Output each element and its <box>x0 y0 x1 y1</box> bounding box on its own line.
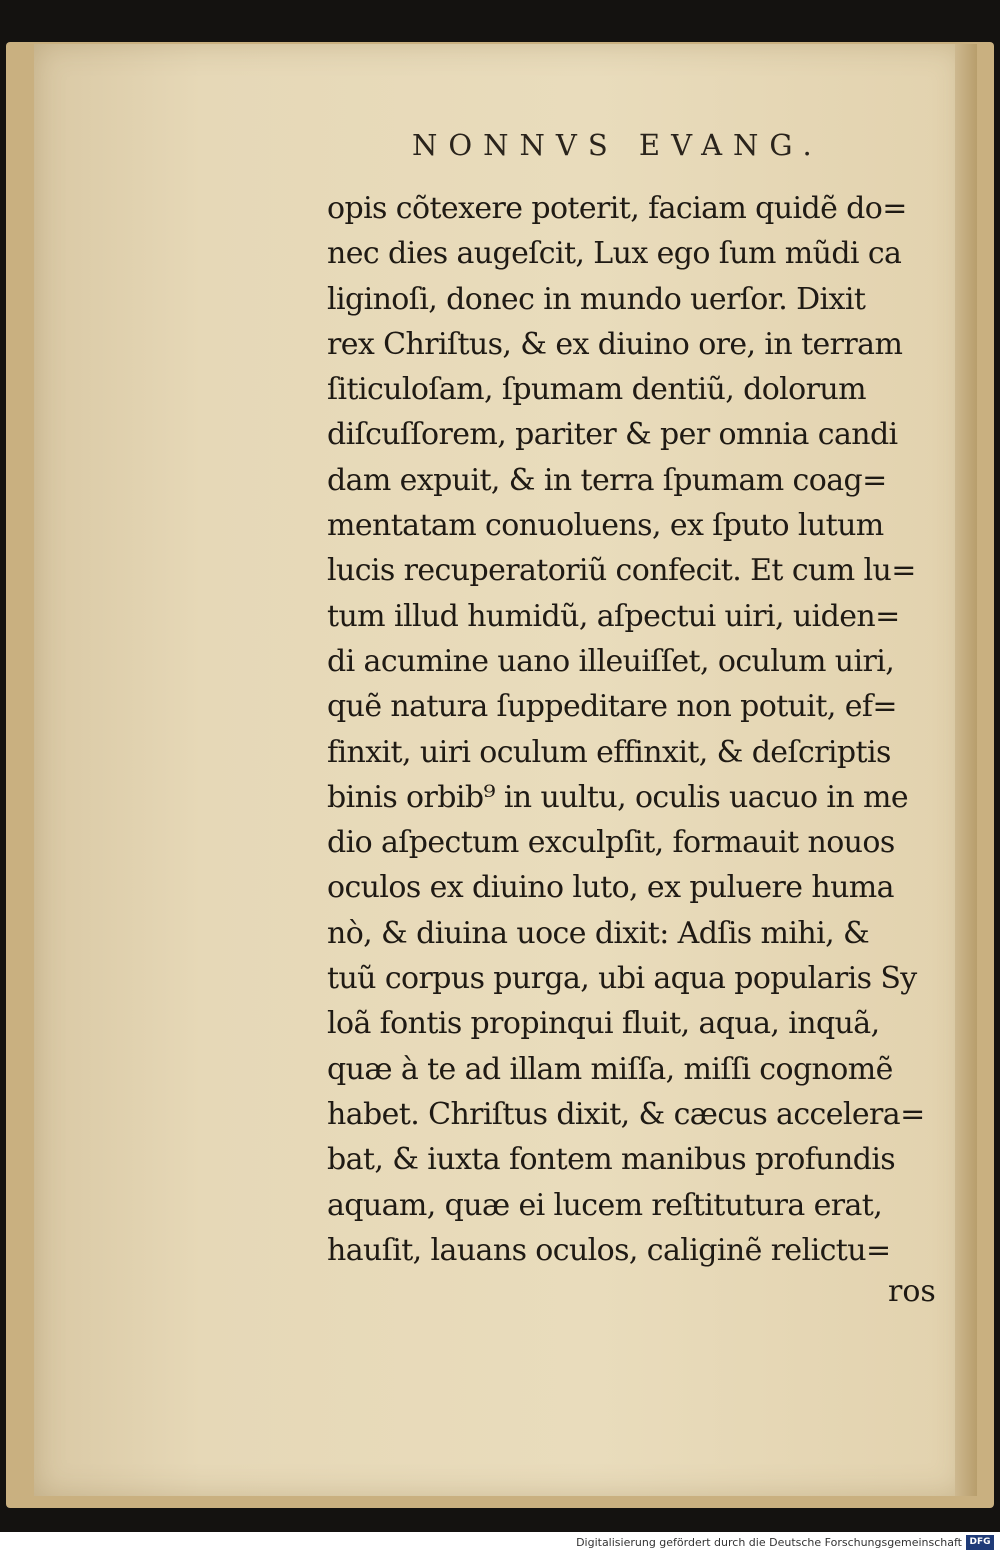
text-line: bat, & iuxta fontem manibus profundis <box>327 1142 896 1178</box>
footer-bar <box>0 1532 1000 1554</box>
text-line: dio aſpectum exculpſit, formauit nouos <box>327 825 895 861</box>
text-line: oculos ex diuino luto, ex puluere huma <box>327 870 894 906</box>
text-line: liginoſi, donec in mundo uerſor. Dixit <box>327 281 866 317</box>
text-line: binis orbib⁹ in uultu, oculis uacuo in me <box>327 779 909 815</box>
text-line: mentatam conuoluens, ex ſputo lutum <box>327 508 884 544</box>
funding-credit: Digitalisierung gefördert durch die Deutsche Forschungsgemeinschaft <box>576 1536 962 1549</box>
running-head: NONNVS EVANG. <box>412 128 823 162</box>
text-line: loã fontis propinqui fluit, aqua, inquã, <box>327 1006 880 1042</box>
text-line: tum illud humidũ, aſpectui uiri, uiden= <box>327 598 900 634</box>
text-line: nec dies augeſcit, Lux ego ſum mũdi ca <box>327 236 902 272</box>
text-line: diſcuſſorem, pariter & per omnia candi <box>327 417 898 453</box>
text-line: habet. Chriſtus dixit, & cæcus accelera= <box>327 1096 925 1132</box>
text-line: quẽ natura ſuppeditare non potuit, ef= <box>327 689 897 725</box>
dfg-logo: DFG <box>966 1535 994 1550</box>
text-line: rex Chriſtus, & ex diuino ore, in terram <box>327 326 903 362</box>
text-line: finxit, uiri oculum effinxit, & deſcriptis <box>327 734 891 770</box>
text-line: di acumine uano illeuiſſet, oculum uiri, <box>327 643 895 679</box>
text-line: aquam, quæ ei lucem reſtitutura erat, <box>327 1187 883 1223</box>
catchword: ros <box>888 1274 936 1309</box>
text-line: quæ à te ad illam miſſa, miſſi cognomẽ <box>327 1051 893 1087</box>
text-line: nò, & diuina uoce dixit: Adſis mihi, & <box>327 915 870 951</box>
text-line: tuũ corpus purga, ubi aqua popularis Sy <box>327 961 917 997</box>
page-fore-edge <box>955 44 977 1496</box>
text-line: opis cõtexere poterit, faciam quidẽ do= <box>327 191 907 226</box>
text-line: ſiticuloſam, ſpumam dentiũ, dolorum <box>327 372 866 408</box>
text-block <box>327 186 952 1273</box>
text-line: lucis recuperatoriũ confecit. Et cum lu= <box>327 553 916 589</box>
text-line: dam expuit, & in terra ſpumam coag= <box>327 462 887 498</box>
text-line: hauſit, lauans oculos, caliginẽ relictu= <box>327 1232 891 1268</box>
